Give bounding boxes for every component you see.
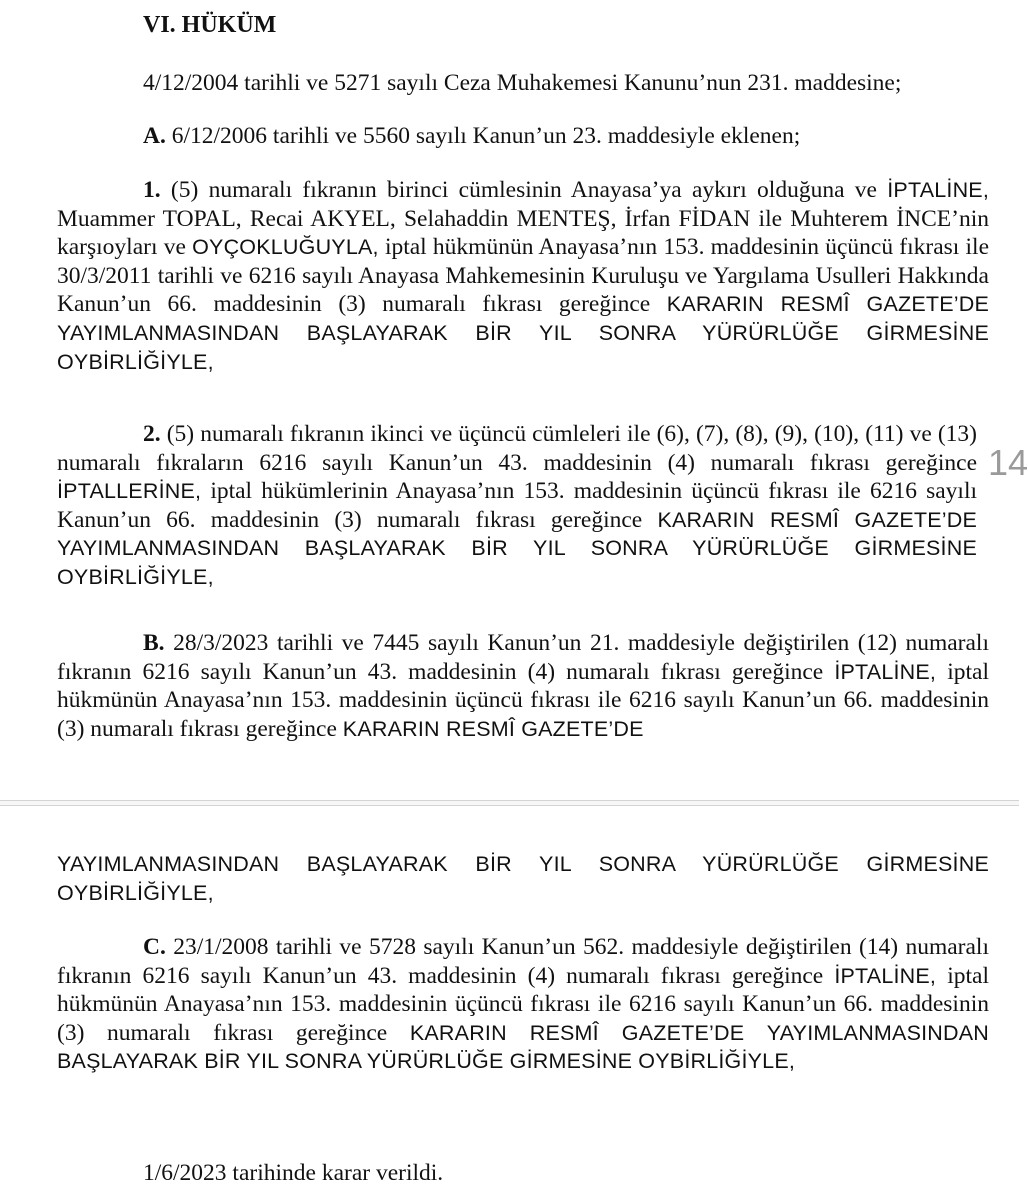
item-2-paragraph: 2. (5) numaralı fıkranın ikinci ve üçüncü cümleleri ile (6), (7), (8), (9), (10), (11) ve (13) numaralı fıkraların 6216 sayılı Kanun’un 43. maddesinin (4) numaralı fıkrası gereğince İPTALLERİNE, iptal hükümlerinin Anayasa’nın 153. maddesinin üçüncü fıkrası ile 6216 sayılı Kanun’un 66. maddesinin (3) numaralı fıkrası gereğince KARARIN RESMÎ GAZETE’DE YAYIMLANMASINDAN BAŞLAYARAK BİR YIL SONRA YÜRÜRLÜĞE GİRMESİNE OYBİRLİĞİYLE,: [57, 421, 978, 589]
section-b-paragraph: B. 28/3/2023 tarihli ve 7445 sayılı Kanun’un 21. maddesiyle değiştirilen (12) numaralı fıkranın 6216 sayılı Kanun’un 43. maddesinin (4) numaralı fıkrası gereğince İPTALİNE, iptal hükmünün Anayasa’nın 153. maddesinin üçüncü fıkrası ile 6216 sayılı Kanun’un 66. maddesinin (3) numaralı fıkrası gereğince KARARIN RESMÎ GAZETE’DE: [57, 630, 989, 742]
section-c-label: C.: [143, 934, 166, 960]
document-page-2: [0, 806, 1019, 1200]
section-a: [143, 123, 800, 150]
section-a-label: A.: [143, 123, 166, 149]
closing-line: 1/6/2023 tarihinde karar verildi.: [143, 1160, 444, 1186]
section-c-paragraph: C. 23/1/2008 tarihli ve 5728 sayılı Kanun’un 562. maddesiyle değiştirilen (14) numaralı fıkranın 6216 sayılı Kanun’un 43. maddesinin (4) numaralı fıkrası gereğince İPTALİNE, iptal hükmünün Anayasa’nın 153. maddesinin üçüncü fıkrası ile 6216 sayılı Kanun’un 66. maddesinin (3) numaralı fıkrası gereğince KARARIN RESMÎ GAZETE’DE YAYIMLANMASINDAN BAŞLAYARAK BİR YIL SONRA YÜRÜRLÜĞE GİRMESİNE OYBİRLİĞİYLE,: [57, 934, 989, 1074]
section-a-text: 6/12/2006 tarihli ve 5560 sayılı Kanun’un 23. maddesiyle eklenen;: [171, 123, 801, 149]
item-1-label: 1.: [143, 177, 161, 203]
item-2-label: 2.: [143, 421, 161, 447]
continuation-paragraph: YAYIMLANMASINDAN BAŞLAYARAK BİR YIL SONRA YÜRÜRLÜĞE GİRMESİNE OYBİRLİĞİYLE,: [57, 852, 989, 905]
section-b-label: B.: [143, 630, 165, 656]
item-1-paragraph: 1. (5) numaralı fıkranın birinci cümlesinin Anayasa’ya aykırı olduğuna ve İPTALİNE, Muammer TOPAL, Recai AKYEL, Selahaddin MENTEŞ, İrfan FİDAN ile Muhterem İNCE’nin karşıoyları ve OYÇOKLUĞUYLA, iptal hükmünün Anayasa’nın 153. maddesinin üçüncü fıkrası ile 30/3/2011 tarihli ve 6216 sayılı Anayasa Mahkemesinin Kuruluşu ve Yargılama Usulleri Hakkında Kanun’un 66. maddesinin (3) numaralı fıkrası gereğince KARARIN RESMÎ GAZETE’DE YAYIMLANMASINDAN BAŞLAYARAK BİR YIL SONRA YÜRÜRLÜĞE GİRMESİNE OYBİRLİĞİYLE,: [57, 177, 990, 374]
intro-line: 4/12/2004 tarihli ve 5271 sayılı Ceza Muhakemesi Kanunu’nun 231. maddesine;: [143, 70, 902, 96]
side-page-number: 14: [988, 442, 1028, 483]
section-heading: VI. HÜKÜM: [143, 12, 277, 38]
